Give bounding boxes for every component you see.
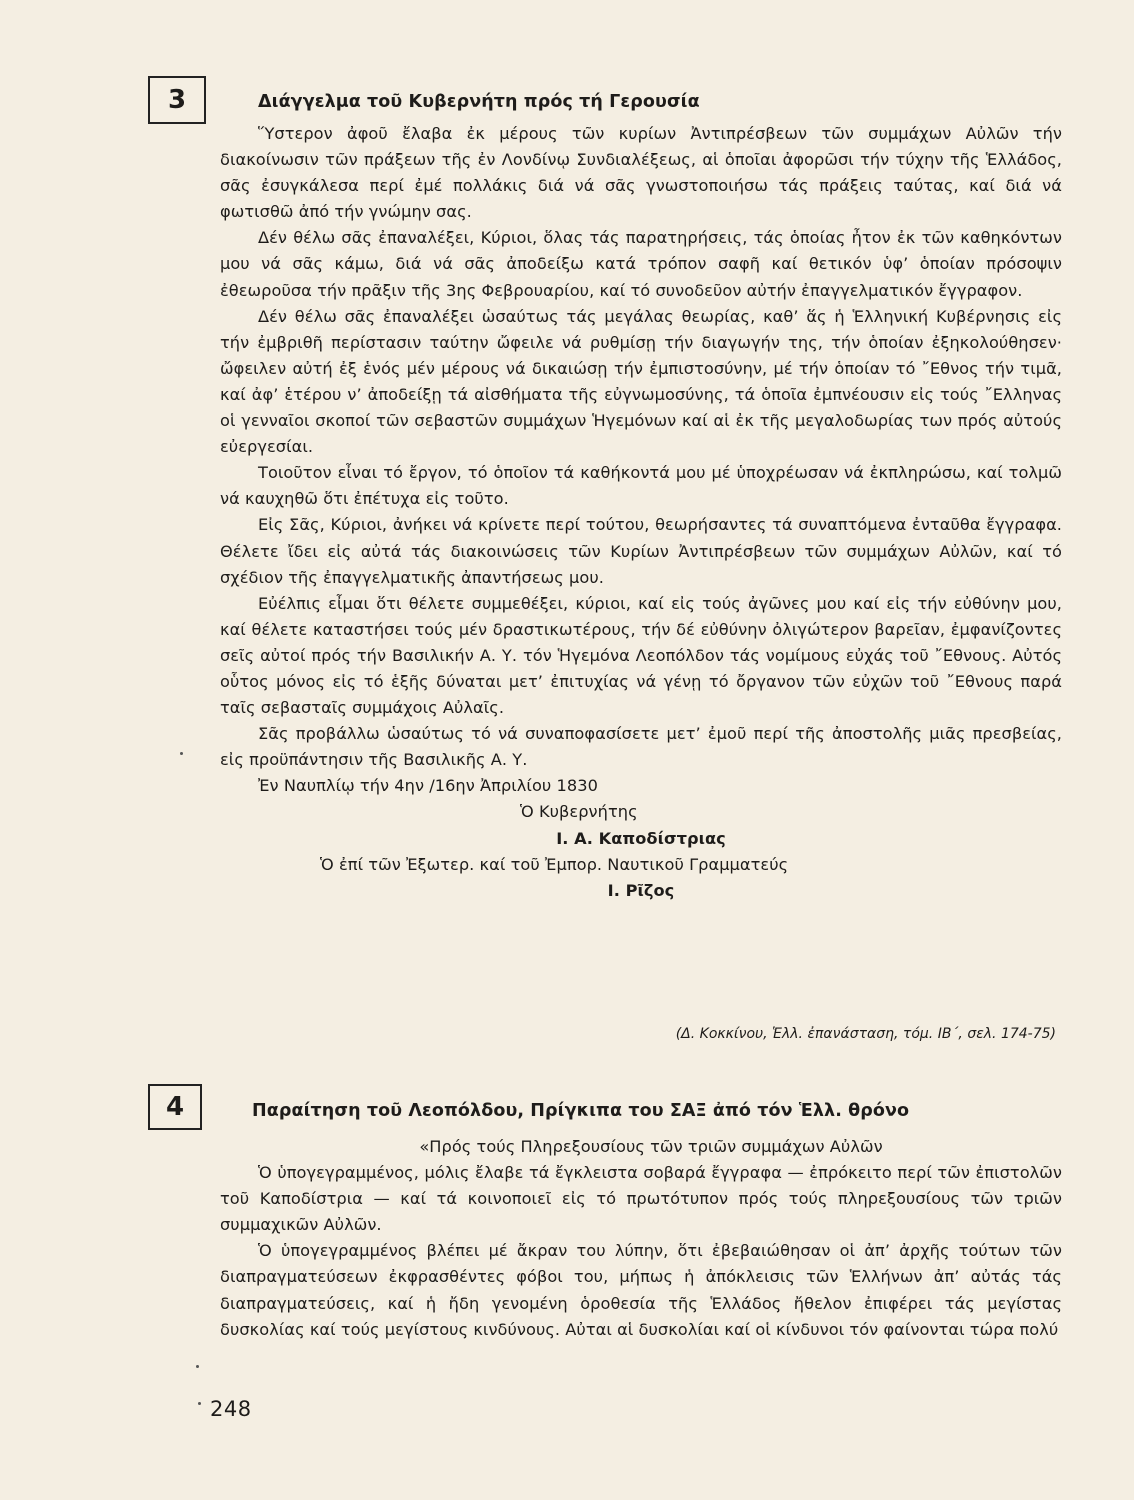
paragraph: Ὕστερον ἀφοῦ ἔλαβα ἐκ μέρους τῶν κυρίων Ἀντιπρέσβεων τῶν συμμάχων Αὐλῶν τήν διακοίνωσιν τῶν πράξεων τῆς ἐν Λονδίνῳ Συνδιαλέξεως, αἱ ὁποῖαι ἀφορῶσι τήν τύχην τῆς Ἑλλάδος, σᾶς ἐσυγκάλεσα περί ἐμέ πολλάκις διά νά σᾶς γνωστοποιήσω τάς πράξεις ταύτας, καί διά νά φωτισθῶ ἀπό τήν γνώμην σας. [220,124,1062,222]
source-citation: (Δ. Κοκκίνου, Ἑλλ. ἐπανάσταση, τόμ. ΙΒ΄, σελ. 174-75) [675,1026,1056,1042]
paragraph: Δέν θέλω σᾶς ἐπαναλέξει, Κύριοι, ὅλας τάς παρατηρήσεις, τάς ὁποίας ἦτον ἐκ τῶν καθηκόντων μου νά σᾶς κάμω, διά νά σᾶς ἀποδείξω κατά τρόπον σαφῆ καί θετικόν ὑφ’ ὁποίαν πρόσοψιν ἐθεωροῦσα τήν πρᾶξιν τῆς 3ης Φεβρουαρίου, καί τό συνοδεῦον αὐτήν ἐπαγγελματικόν ἔγγραφον. [220,228,1062,300]
section-number-box: 3 [148,76,206,124]
scan-speck [198,1402,201,1405]
paragraph: Σᾶς προβάλλω ὡσαύτως τό νά συναποφασίσετε μετ’ ἐμοῦ περί τῆς ἀποστολῆς μιᾶς πρεσβείας, εἰς προϋπάντησιν τῆς Βασιλικῆς Α. Υ. [220,724,1062,770]
paragraph: Ὁ ὑπογεγραμμένος, μόλις ἔλαβε τά ἔγκλειστα σοβαρά ἔγγραφα — ἐπρόκειτο περί τῶν ἐπιστολῶν τοῦ Καποδίστρια — καί τά κοινοποιεῖ εἰς τό πρωτότυπον πρός τούς πληρεξουσίους τῶν τριῶν συμμαχικῶν Αὐλῶν. [220,1163,1062,1235]
section-heading: Διάγγελμα τοῦ Κυβερνήτη πρός τή Γερουσία [258,92,700,112]
paragraph: Ὁ ὑπογεγραμμένος βλέπει μέ ἄκραν του λύπην, ὅτι ἐβεβαιώθησαν οἱ ἀπ’ ἀρχῆς τούτων τῶν διαπραγματεύσεων ἐκφρασθέντες φόβοι του, μήπως ἡ ἀπόκλεισις τῶν Ἑλλήνων ἀπ’ αὐτάς τάς διαπραγματεύσεις, καί ἡ ἤδη γενομένη ὁροθεσία τῆς Ἑλλάδος ἤθελον ἐπιφέρει τάς μεγίστας δυσκολίας καί τούς μεγίστους κινδύνους. Αὐται αἱ δυσκολίαι καί οἱ κίνδυνοι τόν φαίνονται τώρα πολύ [220,1241,1062,1339]
signature-name: Ι. Α. Καποδίστριας [556,828,726,848]
signature-title: Ὁ Κυβερνήτης [520,802,638,822]
section-number-box: 4 [148,1084,202,1130]
paragraph: Τοιοῦτον εἶναι τό ἔργον, τό ὁποῖον τά καθήκοντά μου μέ ὑποχρέωσαν νά ἐκπληρώσω, καί τολμῶ νά καυχηθῶ ὅτι ἐπέτυχα εἰς τοῦτο. [220,463,1062,509]
date-line: Ἐν Ναυπλίῳ τήν 4ην /16ην Ἀπριλίου 1830 [258,776,598,796]
signature-name: Ι. Ρῖζος [607,880,675,900]
letter-address: «Πρός τούς Πληρεξουσίους τῶν τριῶν συμμάχων Αὐλῶν [419,1137,883,1156]
page-number: 248 [210,1397,252,1421]
paragraph: Δέν θέλω σᾶς ἐπαναλέξει ὡσαύτως τάς μεγάλας θεωρίας, καθ’ ἅς ἡ Ἑλληνική Κυβέρνησις εἰς τήν ἐμβριθῆ περίστασιν ταύτην ὤφειλε νά ρυθμίσῃ τήν διαγωγήν της, τήν ὁποίαν ἐξηκολούθησεν· ὤφειλεν αὐτή ἐξ ἑνός μέν μέρους νά δικαιώσῃ τήν ἐμπιστοσύνην, μέ τήν ὁποίαν τό ῎Εθνος τήν τιμᾶ, καί ἀφ’ ἑτέρου ν’ ἀποδείξῃ τά αἰσθήματα τῆς εὐγνωμοσύνης, τά ὁποῖα ἐμπνέουσιν εἰς τούς ῎Ελληνας οἱ γενναῖοι σκοποί τῶν σεβαστῶν συμμάχων Ἡγεμόνων καί αἱ ἐκ τῆς μεγαλοδωρίας των πρός αὐτούς εὐεργεσίαι. [220,306,1062,457]
section-body [220,1134,1062,1343]
signature-title: Ὁ ἐπί τῶν Ἐξωτερ. καί τοῦ Ἐμπορ. Ναυτικοῦ Γραμματεύς [320,854,789,874]
section-body [220,121,1062,904]
scan-speck [196,1365,199,1368]
paragraph: Εἰς Σᾶς, Κύριοι, ἀνήκει νά κρίνετε περί τούτου, θεωρήσαντες τά συναπτόμενα ἐνταῦθα ἔγγραφα. Θέλετε ἴδει εἰς αὐτά τάς διακοινώσεις τῶν Κυρίων Ἀντιπρέσβεων τῶν συμμάχων Αὐλῶν, καί τό σχέδιον τῆς ἐπαγγελματικῆς ἀπαντήσεως μου. [220,515,1062,587]
scan-speck [180,752,183,755]
paragraph: Εὐέλπις εἶμαι ὅτι θέλετε συμμεθέξει, κύριοι, καί εἰς τούς ἀγῶνες μου καί εἰς τήν εὐθύνην μου, καί θέλετε καταστήσει τούς μέν δραστικωτέρους, τήν δέ εὐθύνην ὀλιγώτερον βαρεῖαν, ἐμφανίζοντες σεῖς αὐτοί πρός τήν Βασιλικήν Α. Υ. τόν Ἡγεμόνα Λεοπόλδον τάς νομίμους εὐχάς τοῦ ῎Εθνους. Αὐτός οὗτος μόνος εἰς τό ἑξῆς δύναται μετ’ ἐπιτυχίας νά γένῃ τό ὄργανον τῶν εὐχῶν τοῦ ῎Εθνους παρά ταῖς σεβασταῖς συμμάχοις Αὐλαῖς. [220,593,1062,718]
section-heading: Παραίτηση τοῦ Λεοπόλδου, Πρίγκιπα του ΣΑΞ ἀπό τόν Ἑλλ. θρόνο [252,1101,910,1121]
